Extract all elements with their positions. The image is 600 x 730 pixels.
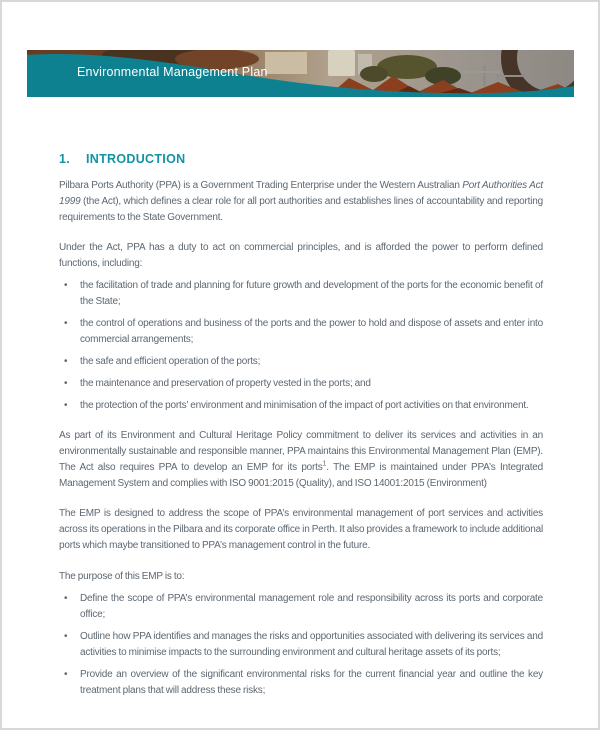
paragraph-text: (the Act), which defines a clear role for all port authorities and establishes lines of accountability and reporting requirements to the State Government. (59, 196, 543, 223)
act-title-italic: Port Authorities Act 1999 (59, 180, 543, 207)
bullet-icon: • (64, 669, 68, 680)
bullet-icon: • (64, 318, 68, 329)
bullet-icon: • (64, 400, 68, 411)
footnote-marker: 1 (322, 460, 327, 468)
functions-list (59, 278, 543, 414)
list-item-text: the protection of the ports’ environment and minimisation of the impact of port activities on that environment. (80, 400, 529, 411)
list-item-text: the safe and efficient operation of the ports; (80, 356, 261, 367)
paragraph-emp-scope: The EMP is designed to address the scope of PPA’s environmental management of port services and activities across its operations in the Pilbara and its corporate office in Perth. It also provides a framework to include additional ports which maybe transitioned to PPA’s management control in the future. (59, 508, 543, 551)
list-item (59, 376, 543, 392)
paragraph-text: As part of its Environment and Cultural Heritage Policy commitment to deliver its services and activities in an environmentally sustainable and responsible manner, PPA maintains this Environmental Management Plan (EMP). The Act also requires PPA to develop an EMP for its ports (59, 430, 543, 473)
purpose-list (59, 591, 543, 699)
list-item (59, 278, 543, 310)
list-item (59, 629, 543, 661)
banner-title: Environmental Management Plan (77, 65, 268, 79)
section-number: 1. (59, 152, 71, 166)
list-item-text: Define the scope of PPA’s environmental management role and responsibility across its ports and corporate office; (80, 593, 543, 620)
paragraph-purpose-lead: The purpose of this EMP is to: (59, 571, 185, 582)
list-item-text: Provide an overview of the significant environmental risks for the current financial year and outline the key treatment plans that will address these risks; (80, 669, 543, 696)
bullet-icon: • (64, 593, 68, 604)
header-banner (27, 50, 574, 97)
list-item (59, 398, 543, 414)
list-item (59, 354, 543, 370)
list-item-text: the facilitation of trade and planning for future growth and development of the ports for the economic benefit of the State; (80, 280, 543, 307)
paragraph-text: . The EMP is maintained under PPA’s Integrated Management System and complies with ISO 9001:2015 (Quality), and ISO 14001:2015 (Environment) (59, 462, 543, 489)
bullet-icon: • (64, 356, 68, 367)
list-item-text: the maintenance and preservation of property vested in the ports; and (80, 378, 371, 389)
list-item-text: Outline how PPA identifies and manages the risks and opportunities associated with delivering its services and activities to minimise impacts to the surrounding environment and cultural heritage assets of its ports; (80, 631, 543, 658)
section-heading (59, 152, 543, 167)
paragraph-text: Pilbara Ports Authority (PPA) is a Government Trading Enterprise under the Western Australian (59, 180, 463, 191)
bullet-icon: • (64, 378, 68, 389)
paragraph-duty: Under the Act, PPA has a duty to act on commercial principles, and is afforded the power to perform defined functions, including: (59, 242, 543, 269)
list-item (59, 591, 543, 623)
bullet-icon: • (64, 280, 68, 291)
paragraph-ppa-intro (59, 178, 543, 226)
list-item-text: the control of operations and business of the ports and the power to hold and dispose of assets and enter into commercial arrangements; (80, 318, 543, 345)
paragraph-emp-policy (59, 428, 543, 492)
list-item (59, 667, 543, 699)
document-body (59, 152, 543, 713)
bullet-icon: • (64, 631, 68, 642)
list-item (59, 316, 543, 348)
section-title: INTRODUCTION (86, 152, 186, 166)
